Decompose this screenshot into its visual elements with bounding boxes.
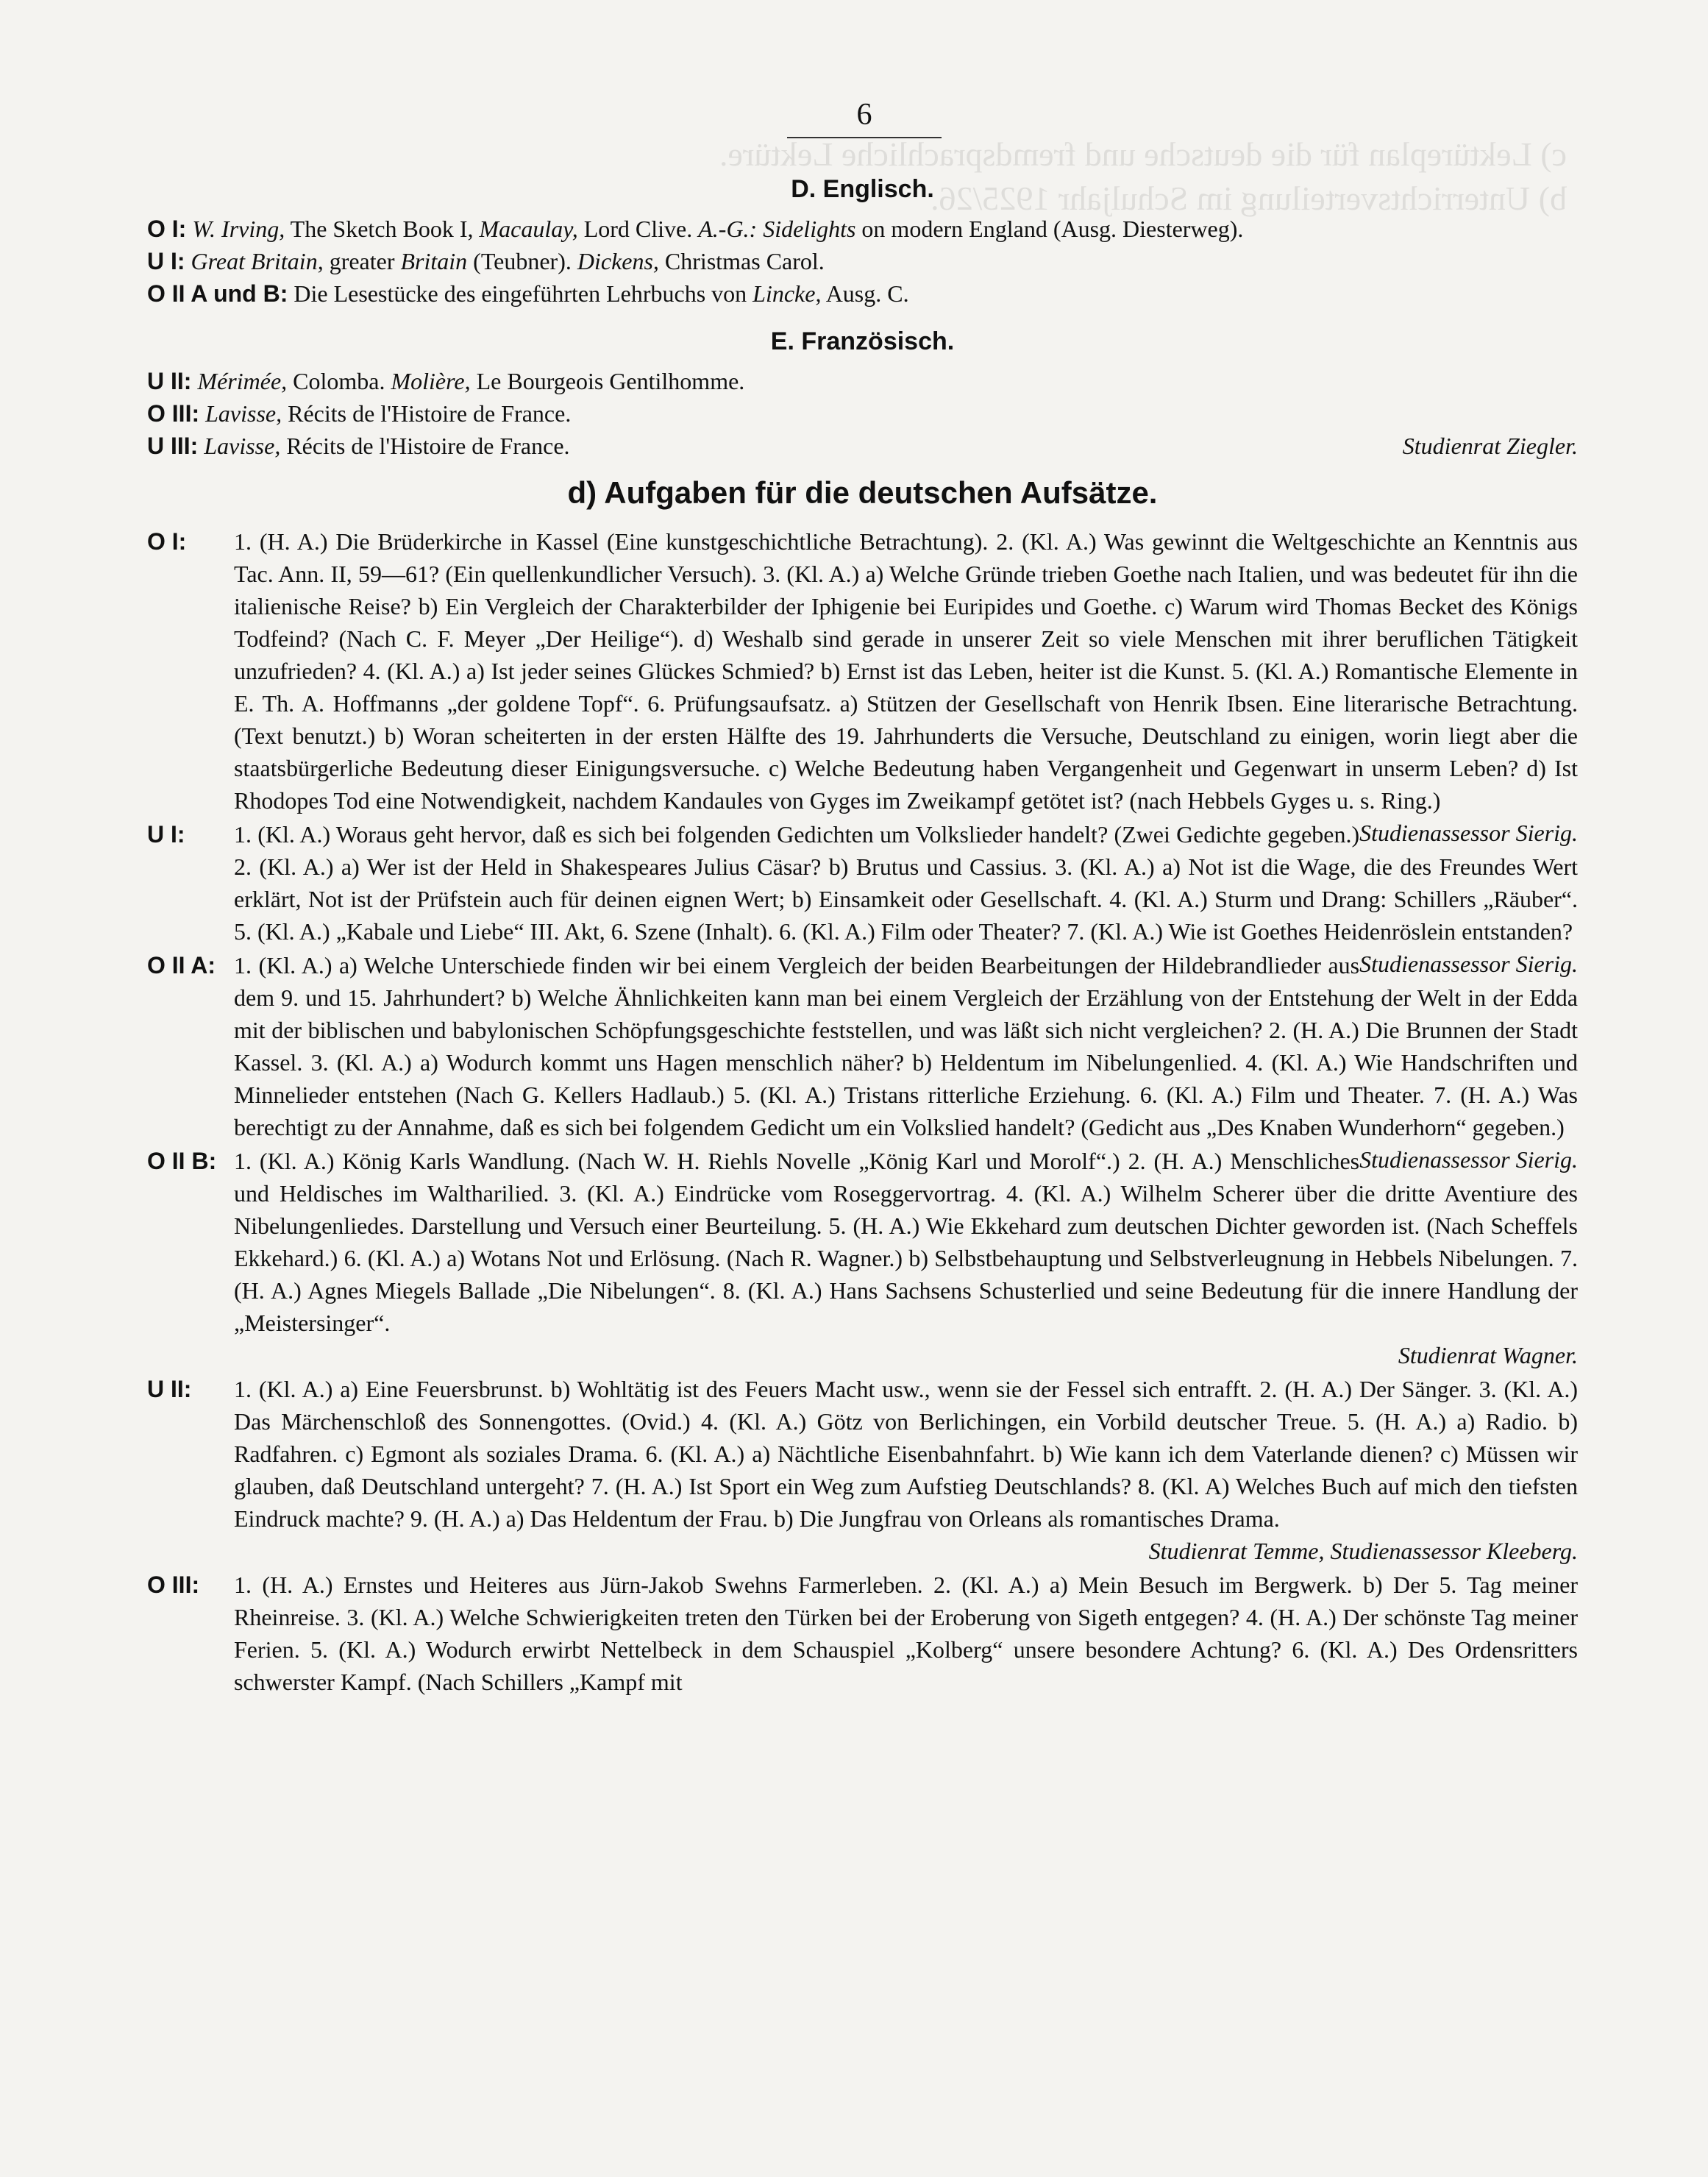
text: Récits de l'Histoire de France. [282, 400, 572, 427]
englisch-oi [147, 213, 1578, 245]
author: Lincke, [752, 280, 822, 307]
author: Lavisse, [205, 400, 282, 427]
signature: Studienrat Ziegler. [1402, 433, 1578, 459]
label: U II: [147, 368, 192, 394]
label: U III: [147, 433, 199, 459]
heading-englisch: D. Englisch. [791, 175, 934, 203]
text: 1. (Kl. A.) König Karls Wandlung. (Nach W. H. Riehls Novelle „König Karl und Morolf“.) 2. (H. A.) Menschliches und Heldisches im Waltharilied. 3. (Kl. A.) Eindrücke vom Roseggervortrag. 4. (Kl. A.) Wilhelm Scherer über die dritte Aventiure des Nibelungenliedes. Darstellung und Versuch einer Beurteilung. 5. (H. A.) Wie Ekkehard zum deutschen Dichter geworden ist. (Nach Scheffels Ekkehard.) 6. (Kl. A.) a) Wotans Not und Erlösung. (Nach R. Wagner.) b) Selbstbehauptung und Selbstverleugnung in Hebbels Nibelungen. 7. (H. A.) Agnes Miegels Ballade „Die Nibelungen“. 8. (Kl. A.) Hans Sachsens Schusterlied und seine Bedeutung für die innere Handlung der „Meistersinger“. [234, 1148, 1578, 1336]
page-number-rule [787, 137, 942, 138]
label: U I: [147, 248, 185, 274]
text: (Teubner). [467, 248, 577, 274]
author: W. Irving, [192, 216, 285, 242]
signature: Studienrat Temme, Studienassessor Kleeberg. [1148, 1538, 1578, 1564]
label: O III: [147, 1572, 200, 1598]
englisch-ui [147, 245, 1578, 277]
aufsatz-uii [147, 1373, 1578, 1567]
text: Lord Clive. [577, 216, 699, 242]
text: on modern England (Ausg. Diesterweg). [855, 216, 1244, 242]
author: A.-G.: Sidelights [698, 216, 856, 242]
text: 1. (Kl. A.) a) Eine Feuersbrunst. b) Wohltätig ist des Feuers Macht usw., wenn sie der Fessel sich entrafft. 2. (H. A.) Der Sänger. 3. (Kl. A.) Das Märchenschloß des Sonnengottes. (Ovid.) 4. (Kl. A.) Götz von Berlichingen, ein Vorbild deutscher Treue. 5. (H. A.) a) Radio. b) Radfahren. c) Egmont als soziales Drama. 6. (Kl. A.) a) Nächtliche Eisenbahnfahrt. b) Wie kann ich dem Vaterlande dienen? c) Müssen wir glauben, daß Deutschland untergeht? 7. (H. A.) Ist Sport ein Weg zum Aufstieg Deutschlands? 8. (Kl. A) Welches Buch auf mich den tiefsten Eindruck machte? 9. (H. A.) a) Das Heldentum der Frau. b) Die Jungfrau von Orleans als romantisches Drama. [234, 1376, 1578, 1532]
label: U II: [147, 1376, 192, 1402]
heading-franzoesisch: E. Französisch. [770, 327, 955, 355]
signature: Studienassessor Sierig. [1359, 951, 1578, 977]
aufsatz-oiib [147, 1145, 1578, 1371]
bleed-through-text: c) Lektüreplan für die deutsche und fremdsprachliche Lektüre. b) Unterrichtsverteilung im Schuljahr 1925/26. [719, 135, 1567, 217]
label: O III: [147, 400, 200, 427]
label: O I: [147, 216, 187, 242]
aufsatz-oiii [147, 1569, 1578, 1698]
author: Molière, [391, 368, 471, 394]
spacer [147, 310, 1578, 323]
text: The Sketch Book I, [285, 216, 480, 242]
text: Die Lesestücke des eingeführten Lehrbuchs von [288, 280, 753, 307]
author: Macaulay, [479, 216, 578, 242]
author: Mérimée, [197, 368, 288, 394]
author: Dickens, [577, 248, 659, 274]
text: Christmas Carol. [658, 248, 825, 274]
label: U I: [147, 821, 185, 848]
label: O I: [147, 528, 187, 555]
signature: Studienrat Wagner. [1398, 1342, 1578, 1368]
label: O II A: [147, 952, 216, 979]
content [147, 171, 1578, 1700]
text: 1. (H. A.) Ernstes und Heiteres aus Jürn-Jakob Swehns Farmerleben. 2. (Kl. A.) a) Mein Besuch im Bergwerk. b) Der 5. Tag meiner Rheinreise. 3. (Kl. A.) Welche Schwierigkeiten treten den Türken bei der Eroberung von Sigeth entgegen? 4. (H. A.) Der schönste Tag meiner Ferien. 5. (Kl. A.) Wodurch erwirbt Nettelbeck in dem Schauspiel „Kolberg“ unsere besondere Achtung? 6. (Kl. A.) Des Ordensritters schwerster Kampf. (Nach Schillers „Kampf mit [234, 1572, 1578, 1695]
englisch-oii [147, 277, 1578, 310]
franzoesisch-oiii [147, 397, 1578, 430]
text: 1. (H. A.) Die Brüderkirche in Kassel (Eine kunstgeschichtliche Betrachtung). 2. (Kl. A.) Was gewinnt die Weltgeschichte an Kenntnis aus Tac. Ann. II, 59—61? (Ein quellenkundlicher Versuch). 3. (Kl. A.) a) Welche Gründe trieben Goethe nach Italien, und was bedeutet für ihn die italienische Reise? b) Ein Vergleich der Charakterbilder der Iphigenie bei Euripides und Goethe. c) Warum wird Thomas Becket des Königs Todfeind? (Nach C. F. Meyer „Der Heilige“). d) Weshalb sind gerade in unserer Zeit so viele Menschen mit ihrer beruflichen Tätigkeit unzufrieden? 4. (Kl. A.) a) Ist jeder seines Glückes Schmied? b) Ernst ist das Leben, heiter ist die Kunst. 5. (Kl. A.) Romantische Elemente in E. Th. A. Hoffmanns „der goldene Topf“. 6. Prüfungsaufsatz. a) Stützen der Gesellschaft von Henrik Ibsen. Eine literarische Betrachtung. (Text benutzt.) b) Woran scheiterten in der ersten Hälfte des 19. Jahrhunderts die Versuche, Deutschland zu einigen, worin liegt aber die staatsbürgerliche Bedeutung dieser Einigungsversuche. c) Welche Bedeutung haben Vergangenheit und Gegenwart in unserm Leben? d) Ist Rhodopes Tod eine Notwendigkeit, nachdem Kandaules von Gyges im Zweikampf getötet ist? (nach Hebbels Gyges u. s. Ring.) [234, 528, 1578, 814]
franzoesisch-uiii [147, 430, 1578, 462]
text: Colomba. [287, 368, 391, 394]
title: Great Britain, [191, 248, 324, 274]
author: Lavisse, [204, 433, 281, 459]
label: O II A und B: [147, 280, 288, 307]
signature: Studienassessor Sierig. [1359, 1146, 1578, 1173]
text: Le Bourgeois Gentilhomme. [470, 368, 745, 394]
text: greater [323, 248, 401, 274]
title: Britain [400, 248, 468, 274]
page-number: 6 [856, 98, 872, 132]
signature: Studienassessor Sierig. [1359, 820, 1578, 846]
text: Ausg. C. [821, 280, 909, 307]
text: 1. (Kl. A.) Woraus geht hervor, daß es sich bei folgenden Gedichten um Volkslieder handelt? (Zwei Gedichte gegeben.) 2. (Kl. A.) a) Wer ist der Held in Shakespeares Julius Cäsar? b) Brutus und Cassius. 3. (Kl. A.) a) Not ist die Wage, die des Freundes Wert erklärt, Not ist der Prüfstein auch für deinen eignen Wert; b) Einsamkeit oder Gesellschaft. 4. (Kl. A.) Sturm und Drang: Schillers „Räuber“. 5. (Kl. A.) „Kabale und Liebe“ III. Akt, 6. Szene (Inhalt). 6. (Kl. A.) Film oder Theater? 7. (Kl. A.) Wie ist Goethes Heidenröslein entstanden? [234, 821, 1578, 945]
text: Récits de l'Histoire de France. [280, 433, 570, 459]
heading-aufsaetze: d) Aufgaben für die deutschen Aufsätze. [567, 475, 1158, 510]
label: O II B: [147, 1148, 217, 1174]
franzoesisch-uii [147, 365, 1578, 397]
text: 1. (Kl. A.) a) Welche Unterschiede finden wir bei einem Vergleich der beiden Bearbeitungen der Hildebrandlieder aus dem 9. und 15. Jahrhundert? b) Welche Ähnlichkeiten kann man bei einem Vergleich der Erzählung von der Entstehung der Welt in der Edda mit der biblischen und babylonischen Schöpfungsgeschichte feststellen, und was läßt sich nicht vergleichen? 2. (H. A.) Die Brunnen der Stadt Kassel. 3. (Kl. A.) a) Wodurch kommt uns Hagen menschlich näher? b) Heldentum im Nibelungenlied. 4. (Kl. A.) Wie Handschriften und Minnelieder entstehen (Nach G. Kellers Hadlaub.) 5. (Kl. A.) Tristans ritterliche Erziehung. 6. (Kl. A.) Film und Theater. 7. (H. A.) Was berechtigt zu der Annahme, daß es sich bei folgendem Gedicht um ein Volkslied handelt? (Gedicht aus „Des Knaben Wunderhorn“ gegeben.) [234, 952, 1578, 1140]
